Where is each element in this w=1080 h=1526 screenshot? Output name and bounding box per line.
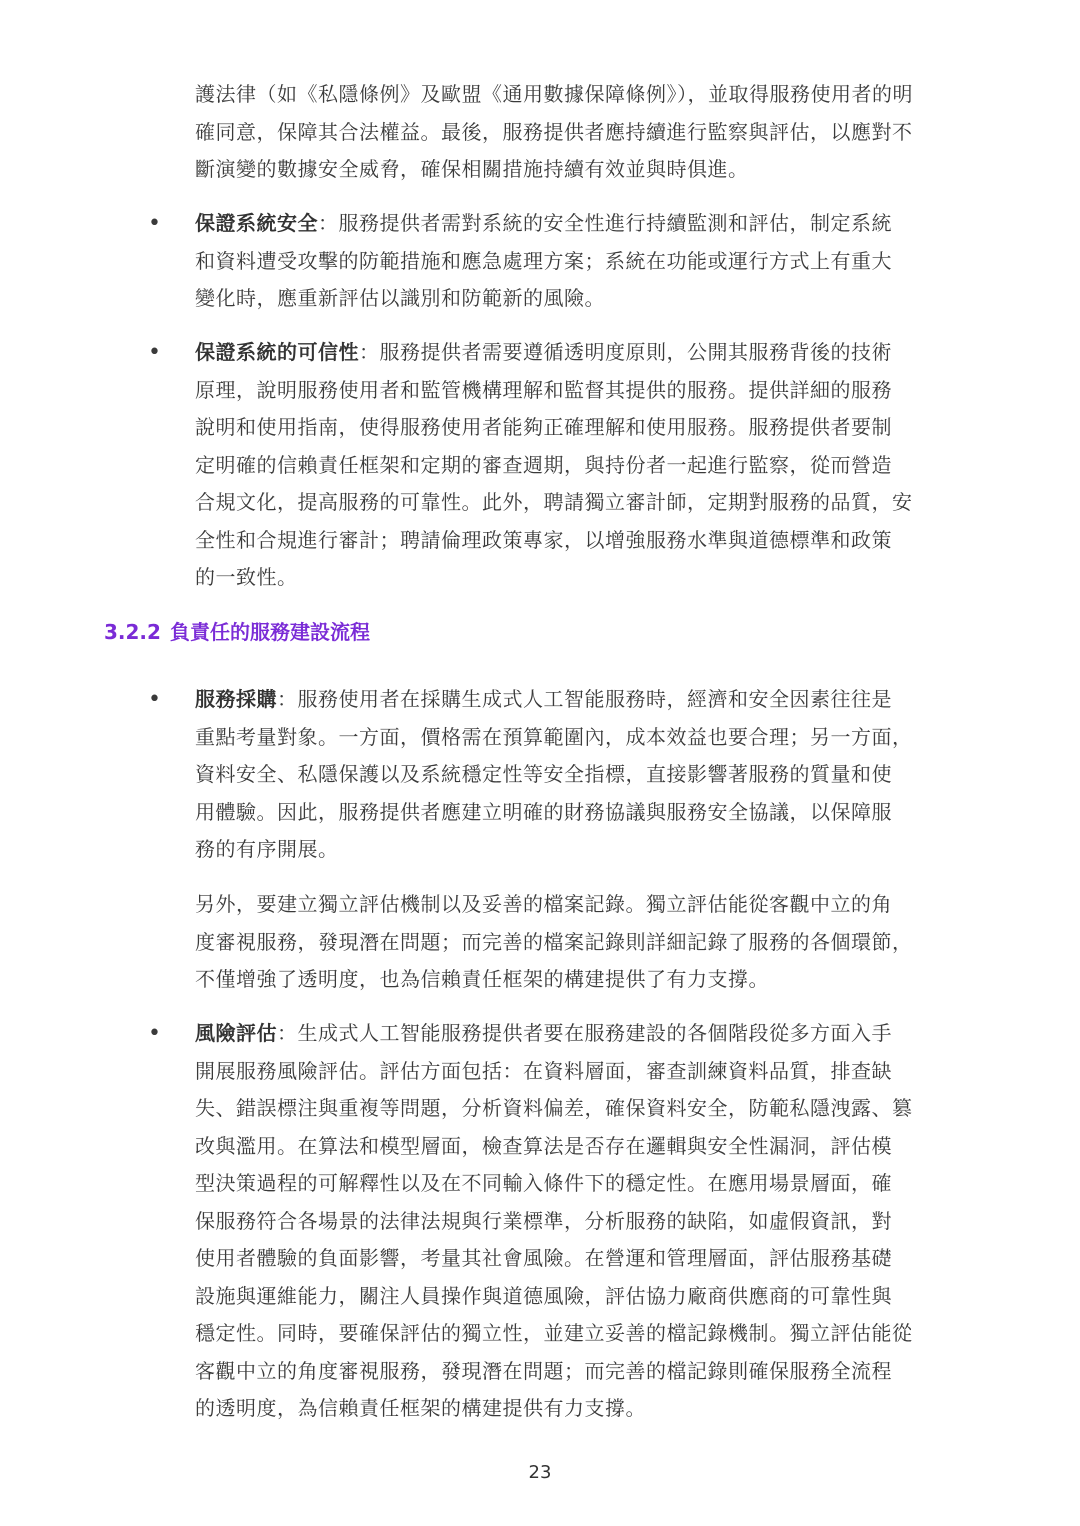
paragraph-line: [195, 205, 943, 243]
paragraph-line: 客觀中立的角度審視服務，發現潛在問題；而完善的檔記錄則確保服務全流程: [195, 1358, 892, 1383]
bullet-system-security: [195, 205, 943, 318]
paragraph-line: [195, 1015, 943, 1053]
paragraph-line: 設施與運維能力，關注人員操作與道德風險，評估協力廠商供應商的可靠性與: [195, 1283, 892, 1308]
page-number: 23: [528, 1462, 552, 1483]
paragraph-line: 的透明度，為信賴責任框架的構建提供有力支撐。: [195, 1396, 646, 1420]
section-title: 負責任的服務建設流程: [170, 620, 370, 644]
section-heading: [104, 614, 370, 650]
bullet-term: 保證系統的可信性: [195, 340, 359, 364]
bullet-marker: •: [148, 211, 161, 236]
paragraph-line-text: ：服務提供者需對系統的安全性進行持續監測和評估，制定系統: [318, 211, 892, 235]
paragraph-line-text: ：生成式人工智能服務提供者要在服務建設的各個階段從多方面入手: [277, 1021, 892, 1045]
paragraph-line: 使用者體驗的負面影響，考量其社會風險。在營運和管理層面，評估服務基礎: [195, 1246, 892, 1270]
paragraph-line: 度審視服務，發現潛在問題；而完善的檔案記錄則詳細記錄了服務的各個環節，: [195, 929, 913, 954]
paragraph-line: 務的有序開展。: [195, 837, 339, 861]
paragraph-line-text: ：服務提供者需要遵循透明度原則，公開其服務背後的技術: [359, 340, 892, 364]
section-number: 3.2.2: [104, 620, 161, 644]
procurement-followup-paragraph: [195, 886, 943, 999]
paragraph-line: 原理，說明服務使用者和監管機構理解和監督其提供的服務。提供詳細的服務: [195, 377, 892, 402]
paragraph-line: 失、錯誤標注與重複等問題，分析資料偏差，確保資料安全，防範私隱洩露、篡: [195, 1096, 913, 1120]
paragraph-line: 護法律（如《私隱條例》及歐盟《通用數據保障條例》），並取得服務使用者的明: [195, 82, 913, 106]
paragraph-line-text: ：服務使用者在採購生成式人工智能服務時，經濟和安全因素往往是: [277, 687, 892, 711]
paragraph-line: 的一致性。: [195, 565, 298, 589]
paragraph-line: 說明和使用指南，使得服務使用者能夠正確理解和使用服務。服務提供者要制: [195, 415, 892, 439]
paragraph-line: 定明確的信賴責任框架和定期的審查週期，與持份者一起進行監察，從而營造: [195, 452, 892, 477]
paragraph-line: 不僅增強了透明度，也為信賴責任框架的構建提供了有力支撐。: [195, 967, 769, 991]
paragraph-line: 確同意，保障其合法權益。最後，服務提供者應持續進行監察與評估，以應對不: [195, 119, 913, 144]
paragraph-line: 合規文化，提高服務的可靠性。此外，聘請獨立審計師，定期對服務的品質，安: [195, 490, 913, 514]
paragraph-line: 開展服務風險評估。評估方面包括：在資料層面，審查訓練資料品質，排查缺: [195, 1058, 892, 1083]
bullet-term: 保證系統安全: [195, 211, 318, 235]
bullet-term: 風險評估: [195, 1021, 277, 1045]
paragraph-line: 穩定性。同時，要確保評估的獨立性，並建立妥善的檔記錄機制。獨立評估能從: [195, 1321, 913, 1345]
paragraph-line: 斷演變的數據安全威脅，確保相關措施持續有效並與時俱進。: [195, 157, 749, 181]
paragraph-line: 和資料遭受攻擊的防範措施和應急處理方案；系統在功能或運行方式上有重大: [195, 248, 892, 273]
paragraph-line: 另外，要建立獨立評估機制以及妥善的檔案記錄。獨立評估能從客觀中立的角: [195, 892, 892, 916]
paragraph-line: 改與濫用。在算法和模型層面，檢查算法是否存在邏輯與安全性漏洞，評估模: [195, 1133, 892, 1158]
bullet-marker: •: [148, 340, 161, 365]
paragraph-line: 變化時，應重新評估以識別和防範新的風險。: [195, 286, 605, 310]
continuation-paragraph: [195, 76, 943, 189]
paragraph-line: 資料安全、私隱保護以及系統穩定性等安全指標，直接影響著服務的質量和使: [195, 762, 892, 786]
paragraph-line: 全性和合規進行審計；聘請倫理政策專家，以增強服務水準與道德標準和政策: [195, 527, 892, 552]
bullet-service-procurement: [195, 681, 943, 869]
paragraph-line: 型決策過程的可解釋性以及在不同輸入條件下的穩定性。在應用場景層面，確: [195, 1171, 892, 1195]
paragraph-line: 用體驗。因此，服務提供者應建立明確的財務協議與服務安全協議，以保障服: [195, 799, 892, 824]
bullet-system-trustworthiness: [195, 334, 943, 597]
bullet-marker: •: [148, 687, 161, 712]
paragraph-line: [195, 334, 943, 372]
paragraph-line: 重點考量對象。一方面，價格需在預算範圍內，成本效益也要合理；另一方面，: [195, 724, 913, 749]
bullet-risk-assessment: [195, 1015, 943, 1428]
bullet-marker: •: [148, 1021, 161, 1046]
paragraph-line: [195, 681, 943, 719]
paragraph-line: 保服務符合各場景的法律法規與行業標準，分析服務的缺陷，如虛假資訊，對: [195, 1208, 892, 1233]
bullet-term: 服務採購: [195, 687, 277, 711]
